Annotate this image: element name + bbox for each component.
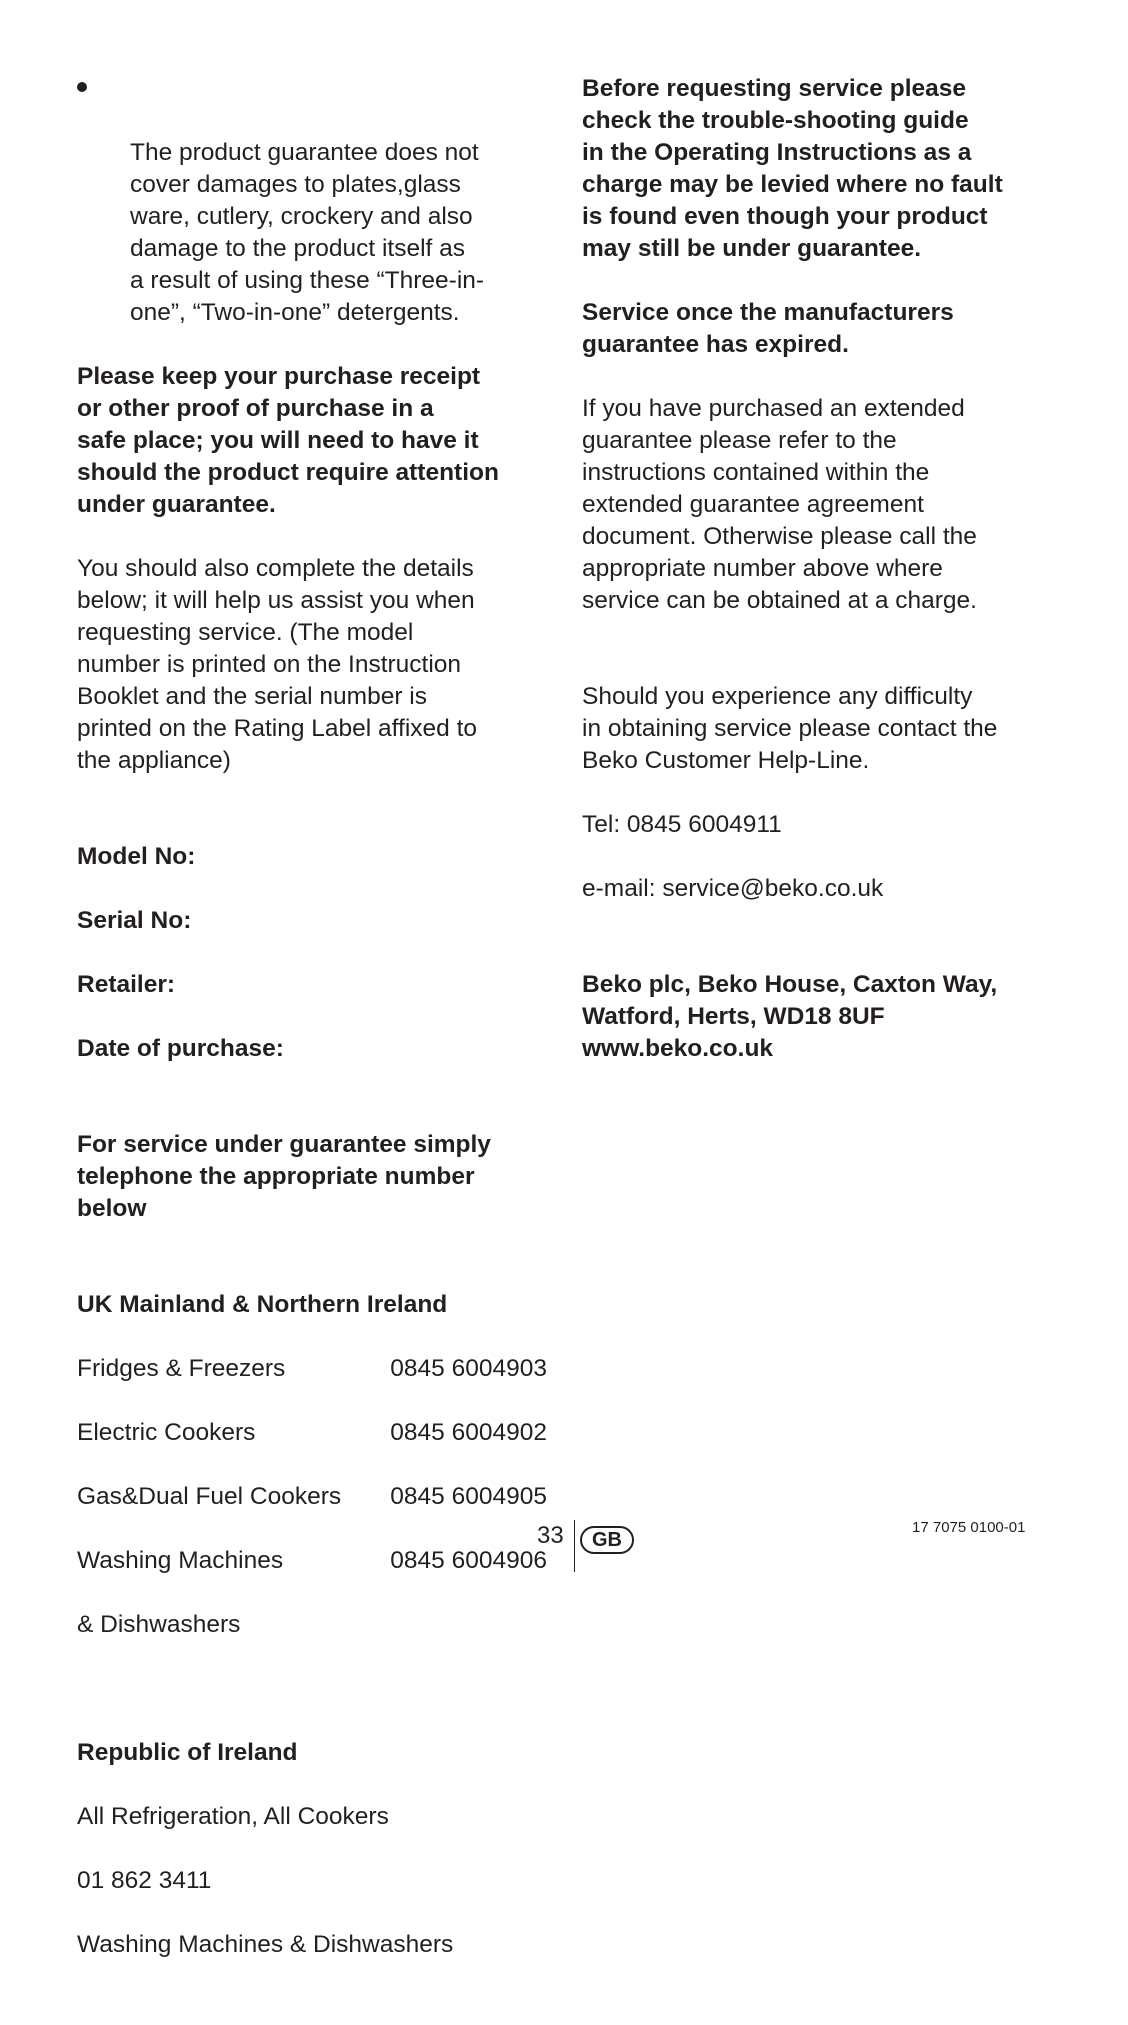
phone-number: 0845 6004902 (390, 1419, 547, 1446)
ireland-section (77, 1705, 567, 1993)
page-number: 33 (537, 1522, 564, 1549)
date-of-purchase-label: Date of purchase: (77, 1035, 284, 1062)
ireland-heading: Republic of Ireland (77, 1739, 298, 1766)
difficulty-note: Should you experience any difficulty in obtaining service please contact the Beko Customer Help-Line. (582, 683, 998, 774)
phone-label: Gas&Dual Fuel Cookers (77, 1483, 342, 1510)
uk-heading: UK Mainland & Northern Ireland (77, 1291, 448, 1318)
phone-row (77, 1481, 547, 1513)
phone-label: Washing Machines (77, 1547, 284, 1574)
bullet-icon (77, 82, 87, 92)
product-details-fields (77, 809, 567, 1097)
footer-divider (574, 1520, 575, 1572)
ireland-line: All Refrigeration, All Cookers (77, 1803, 389, 1830)
country-badge: GB (580, 1526, 634, 1554)
phone-label-continued: & Dishwashers (77, 1611, 241, 1638)
left-column (77, 73, 567, 2025)
ireland-line: Washing Machines & Dishwashers (77, 1931, 454, 1958)
phone-row (77, 1545, 547, 1577)
phone-label: Fridges & Freezers (77, 1355, 286, 1382)
phone-row (77, 1417, 547, 1449)
phone-row (77, 1353, 547, 1385)
expired-heading: Service once the manufacturers guarantee has expired. (582, 299, 954, 358)
phone-number: 0845 6004905 (390, 1483, 547, 1510)
uk-phone-section (77, 1257, 567, 1673)
guarantee-exclusion-item (77, 73, 567, 329)
helpline-tel: Tel: 0845 6004911 (582, 811, 782, 838)
serial-no-label: Serial No: (77, 907, 192, 934)
ireland-phone: 01 862 3411 (77, 1867, 212, 1894)
check-note: Before requesting service please check the trouble-shooting guide in the Operating Instructions as a charge may be levied where no fault is found even though your product may still be under guarantee. (582, 75, 1003, 262)
helpline-section (582, 649, 1072, 937)
phone-label: Electric Cookers (77, 1419, 256, 1446)
guarantee-exclusion-text: The product guarantee does not cover damages to plates,glass ware, cutlery, crockery and also damage to the product itself as a result of using these “Three-in- one”, “Two-in-one” detergents. (130, 139, 485, 326)
model-no-label: Model No: (77, 843, 196, 870)
retailer-label: Retailer: (77, 971, 176, 998)
phone-number: 0845 6004906 (390, 1547, 547, 1574)
service-note: For service under guarantee simply telephone the appropriate number below (77, 1131, 491, 1222)
receipt-note: Please keep your purchase receipt or other proof of purchase in a safe place; you will need to have it should the product require attention under guarantee. (77, 363, 499, 518)
details-note: You should also complete the details below; it will help us assist you when requesting service. (The model number is printed on the Instruction Booklet and the serial number is printed on the Rating Label affixed to the appliance) (77, 555, 478, 774)
document-code: 17 7075 0100-01 (912, 1519, 1026, 1536)
helpline-email: e-mail: service@beko.co.uk (582, 875, 884, 902)
phone-number: 0845 6004903 (390, 1355, 547, 1382)
company-address: Beko plc, Beko House, Caxton Way, Watford, Herts, WD18 8UF www.beko.co.uk (582, 971, 998, 1062)
extended-guarantee-note: If you have purchased an extended guarantee please refer to the instructions contained within the extended guarantee agreement document. Otherwise please call the appropriate number above where service can be obtained at a charge. (582, 395, 977, 614)
right-column (582, 73, 1072, 1097)
